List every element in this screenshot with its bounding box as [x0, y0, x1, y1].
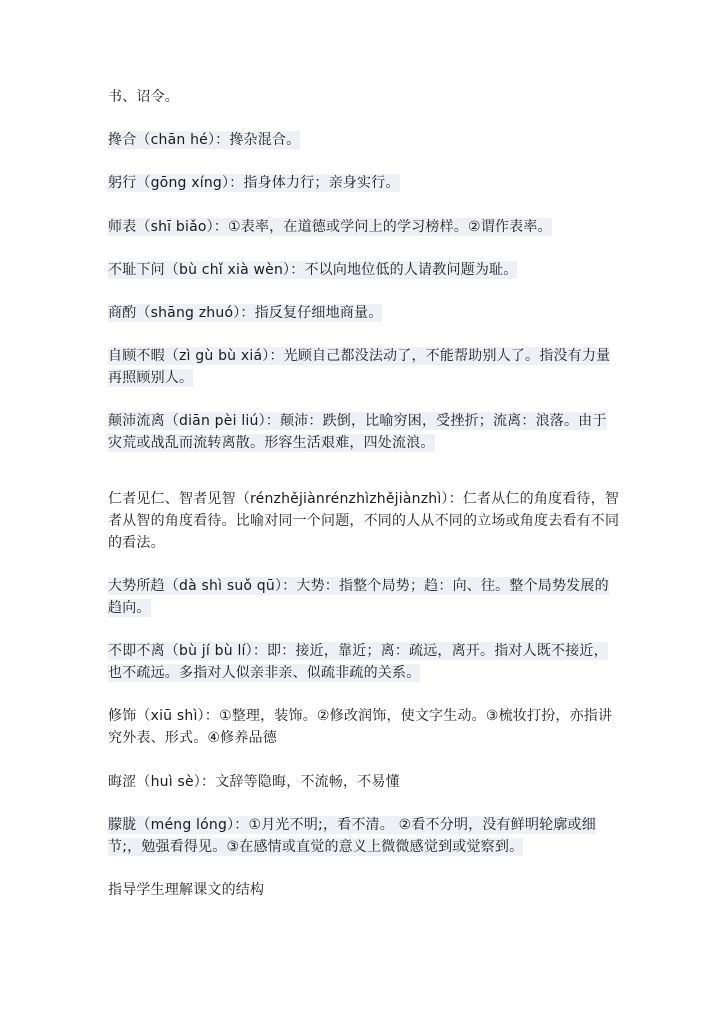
paragraph-text: 躬行（gōng xíng）：指身体力行；亲身实行。: [108, 175, 400, 191]
paragraph-text: 不即不离（bù jí bù lí）：即：接近，靠近；离：疏远，离开。指对人既不接近，也不疏远。多指对人似亲非亲、似疏非疏的关系。: [108, 643, 608, 681]
paragraph-text: 朦胧（méng lóng）：①月光不明;，看不清。 ②看不分明，没有鲜明轮廓或细节;，勉强看得见。③在感情或直觉的意义上微微感觉到或觉察到。: [108, 817, 596, 855]
paragraph-0: [108, 86, 620, 108]
paragraph-12: [108, 771, 620, 793]
paragraph-text: 仁者见仁、智者见智（rénzhějiànrénzhìzhějiànzhì）：仁者从仁的角度看待，智者从智的角度看待。比喻对同一个问题，不同的人从不同的立场或角度去看有不同的看法。: [108, 491, 620, 551]
paragraph-text: 修饰（xiū shì）：①整理，装饰。②修改润饰，使文字生动。③梳妆打扮，亦指讲究外表、形式。④修养品德: [108, 708, 613, 746]
paragraph-13: [108, 814, 620, 858]
paragraph-text: 师表（shī biǎo）：①表率，在道德或学问上的学习榜样。②谓作表率。: [108, 219, 552, 235]
paragraph-5: [108, 302, 620, 324]
paragraph-8: [108, 488, 620, 554]
paragraph-text: 商酌（shāng zhuó）：指反复仔细地商量。: [108, 305, 383, 321]
paragraph-4: [108, 259, 620, 281]
paragraph-6: [108, 345, 620, 389]
paragraph-text: 颠沛流离（diān pèi liú）：颠沛：跌倒，比喻穷困，受挫折；流离：浪落。由于灾荒或战乱而流转离散。形容生活艰难，四处流浪。: [108, 413, 607, 451]
paragraph-2: [108, 172, 620, 194]
paragraph-text: 自顾不暇（zì gù bù xiá）：光顾自己都没法动了，不能帮助别人了。指没有力量再照顾别人。: [108, 348, 611, 386]
paragraph-7: [108, 410, 620, 454]
paragraph-3: [108, 216, 620, 238]
paragraph-text: 书、诏令。: [108, 89, 179, 105]
paragraph-9: [108, 575, 620, 619]
paragraph-text: 指导学生理解课文的结构: [108, 882, 265, 898]
paragraph-1: [108, 129, 620, 151]
paragraph-text: 不耻下问（bù chǐ xià wèn）：不以向地位低的人请教问题为耻。: [108, 262, 518, 278]
paragraph-11: [108, 705, 620, 749]
paragraph-text: 晦涩（huì sè）：文辞等隐晦，不流畅，不易懂: [108, 774, 400, 790]
paragraph-10: [108, 640, 620, 684]
paragraph-14: [108, 879, 620, 901]
paragraph-text: 搀合（chān hé）：搀杂混合。: [108, 132, 301, 148]
paragraph-text: 大势所趋（dà shì suǒ qū）：大势：指整个局势；趋：向、往。整个局势发展的趋向。: [108, 578, 609, 616]
